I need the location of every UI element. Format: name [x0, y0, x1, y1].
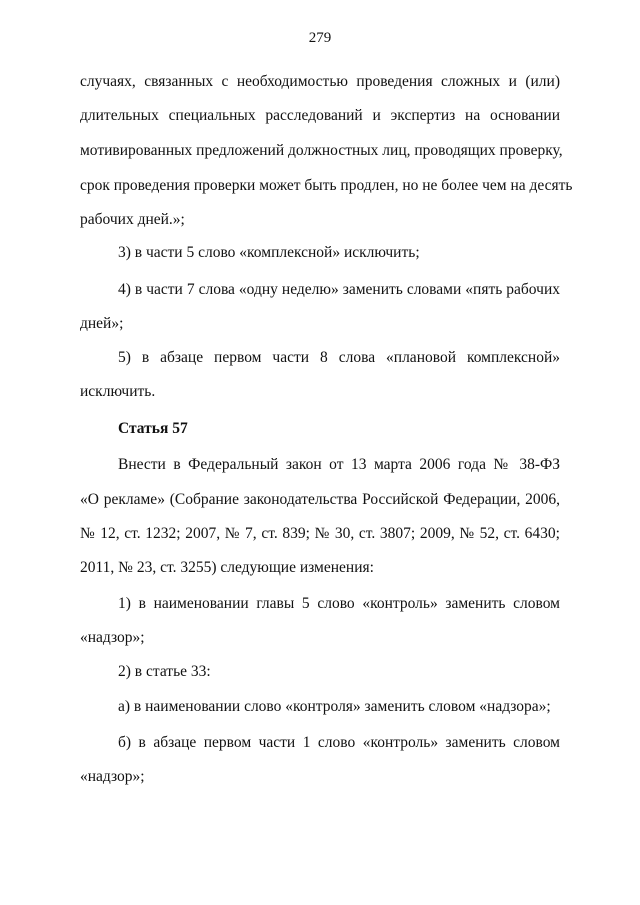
text-line: б) в абзаце первом части 1 слово «контроль» заменить словом: [118, 734, 560, 751]
text-line: дней»;: [80, 315, 124, 332]
text-line: мотивированных предложений должностных лиц, проводящих проверку,: [80, 142, 563, 159]
text-line: «надзор»;: [80, 768, 145, 785]
text-line: 1) в наименовании главы 5 слово «контроль» заменить словом: [118, 595, 560, 612]
text-line: Внести в Федеральный закон от 13 марта 2006 года № 38-ФЗ: [118, 456, 560, 473]
text-line: № 12, ст. 1232; 2007, № 7, ст. 839; № 30, ст. 3807; 2009, № 52, ст. 6430;: [80, 525, 560, 542]
text-line: длительных специальных расследований и экспертиз на основании: [80, 107, 560, 124]
text-line: 3) в части 5 слово «комплексной» исключить;: [118, 244, 420, 261]
text-line: 2) в статье 33:: [118, 663, 211, 680]
text-line: рабочих дней.»;: [80, 211, 185, 228]
text-line: срок проведения проверки может быть продлен, но не более чем на десять: [80, 177, 573, 194]
text-line: «О рекламе» (Собрание законодательства Российской Федерации, 2006,: [80, 491, 560, 508]
text-line: а) в наименовании слово «контроля» заменить словом «надзора»;: [118, 698, 551, 715]
text-line: 2011, № 23, ст. 3255) следующие изменения:: [80, 559, 374, 576]
text-line: 4) в части 7 слова «одну неделю» заменить словами «пять рабочих: [118, 281, 560, 298]
page-number: 279: [308, 30, 332, 46]
text-line: «надзор»;: [80, 629, 145, 646]
text-line: 5) в абзаце первом части 8 слова «плановой комплексной»: [118, 349, 560, 366]
article-heading: Статья 57: [118, 420, 188, 437]
text-line: исключить.: [80, 383, 156, 400]
text-line: случаях, связанных с необходимостью проведения сложных и (или): [80, 73, 560, 90]
